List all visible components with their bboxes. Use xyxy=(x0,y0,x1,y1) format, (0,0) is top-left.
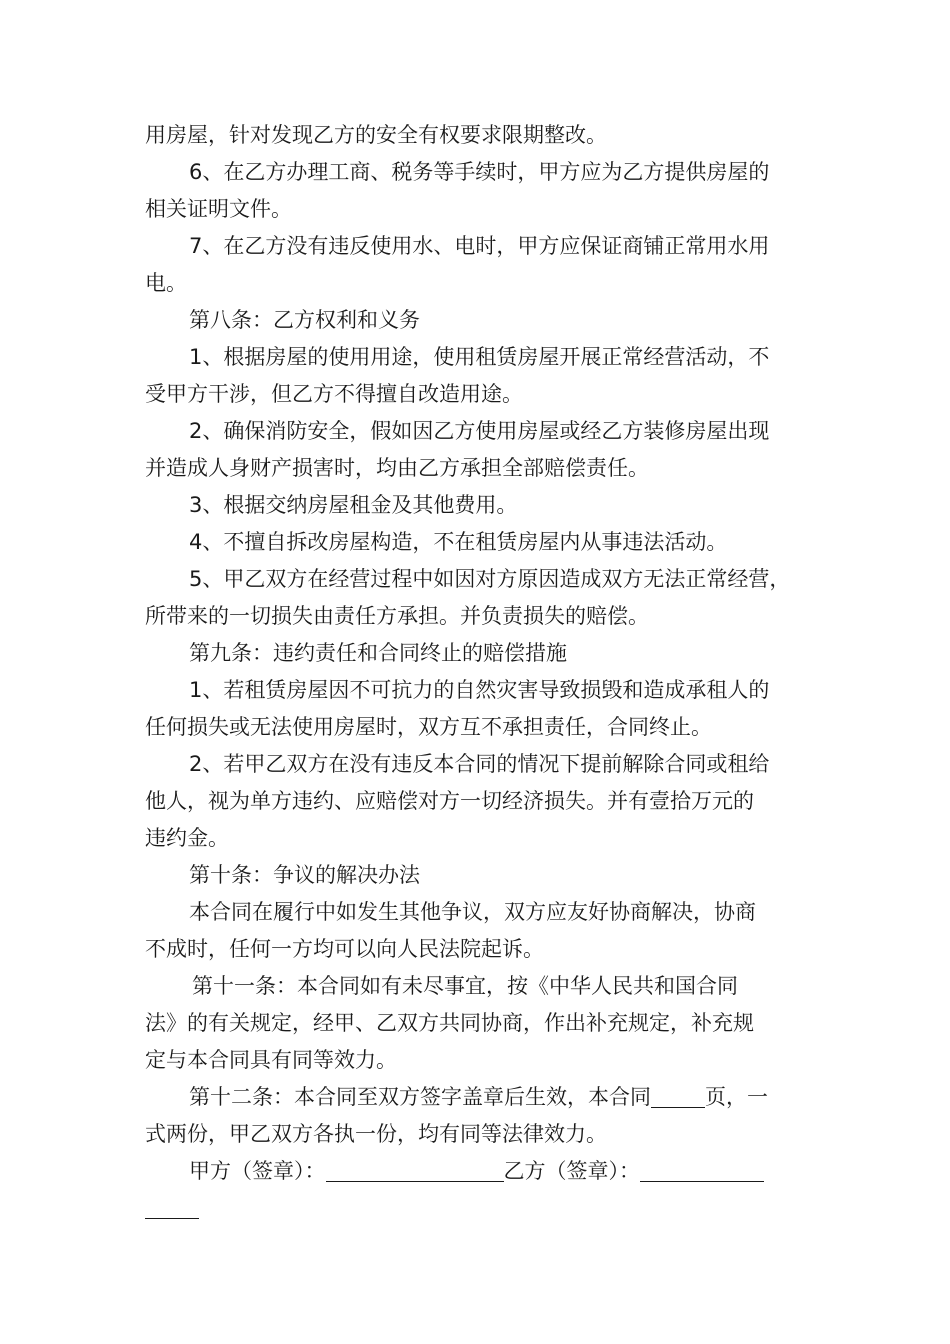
signature-line-continued xyxy=(145,1190,815,1227)
paragraph-line: 1、根据房屋的使用用途，使用租赁房屋开展正常经营活动，不 xyxy=(189,345,770,369)
paragraph-line: 用房屋，针对发现乙方的安全有权要求限期整改。 xyxy=(145,123,607,147)
article-heading: 第十条：争议的解决办法 xyxy=(189,863,420,887)
paragraph-line: 6、在乙方办理工商、税务等手续时，甲方应为乙方提供房屋的 xyxy=(189,160,770,184)
party-a-signature-blank xyxy=(326,1157,504,1182)
paragraph-line: 7、在乙方没有违反使用水、电时，甲方应保证商铺正常用水用 xyxy=(189,234,770,258)
paragraph-line: 不成时，任何一方均可以向人民法院起诉。 xyxy=(145,937,544,961)
paragraph-line: 相关证明文件。 xyxy=(145,197,292,221)
party-b-label: 乙方（签章）： xyxy=(503,1159,640,1183)
paragraph-line: 4、不擅自拆改房屋构造，不在租赁房屋内从事违法活动。 xyxy=(189,530,728,554)
signature-line xyxy=(145,1153,815,1190)
party-a-label: 甲方（签章）： xyxy=(189,1159,326,1183)
paragraph-line: 1、若租赁房屋因不可抗力的自然灾害导致损毁和造成承租人的 xyxy=(189,678,770,702)
article-heading: 第八条：乙方权利和义务 xyxy=(189,308,420,332)
paragraph-line: 定与本合同具有同等效力。 xyxy=(145,1048,397,1072)
paragraph-line: 本合同在履行中如发生其他争议，双方应友好协商解决，协商 xyxy=(189,900,756,924)
document-body xyxy=(145,117,815,1227)
paragraph-line: 3、根据交纳房屋租金及其他费用。 xyxy=(189,493,518,517)
paragraph-line: 2、若甲乙双方在没有违反本合同的情况下提前解除合同或租给 xyxy=(189,752,770,776)
paragraph-line: 5、甲乙双方在经营过程中如因对方原因造成双方无法正常经营， xyxy=(189,567,791,591)
article-heading: 第九条：违约责任和合同终止的赔偿措施 xyxy=(189,641,567,665)
article-12-text-a: 第十二条：本合同至双方签字盖章后生效，本合同 xyxy=(189,1085,651,1109)
party-b-signature-blank xyxy=(640,1157,764,1182)
paragraph-line: 电。 xyxy=(145,271,187,295)
article-12-text-b: 页，一 xyxy=(705,1085,768,1109)
paragraph-line: 2、确保消防安全，假如因乙方使用房屋或经乙方装修房屋出现 xyxy=(189,419,770,443)
paragraph-line: 他人，视为单方违约、应赔偿对方一切经济损失。并有壹拾万元的 xyxy=(145,789,754,813)
paragraph-line: 所带来的一切损失由责任方承担。并负责损失的赔偿。 xyxy=(145,604,649,628)
paragraph-line: 受甲方干涉，但乙方不得擅自改造用途。 xyxy=(145,382,523,406)
party-b-signature-blank-continued xyxy=(145,1194,199,1219)
paragraph-line: 法》的有关规定，经甲、乙双方共同协商，作出补充规定，补充规 xyxy=(145,1011,754,1035)
page-count-blank xyxy=(651,1083,705,1108)
paragraph-line: 违约金。 xyxy=(145,826,229,850)
paragraph-line: 式两份，甲乙双方各执一份，均有同等法律效力。 xyxy=(145,1122,607,1146)
paragraph-line: 第十一条：本合同如有未尽事宜，按《中华人民共和国合同 xyxy=(192,974,738,998)
paragraph-line: 并造成人身财产损害时，均由乙方承担全部赔偿责任。 xyxy=(145,456,649,480)
paragraph-line: 任何损失或无法使用房屋时，双方互不承担责任，合同终止。 xyxy=(145,715,712,739)
article-12-line-1 xyxy=(145,1079,815,1116)
